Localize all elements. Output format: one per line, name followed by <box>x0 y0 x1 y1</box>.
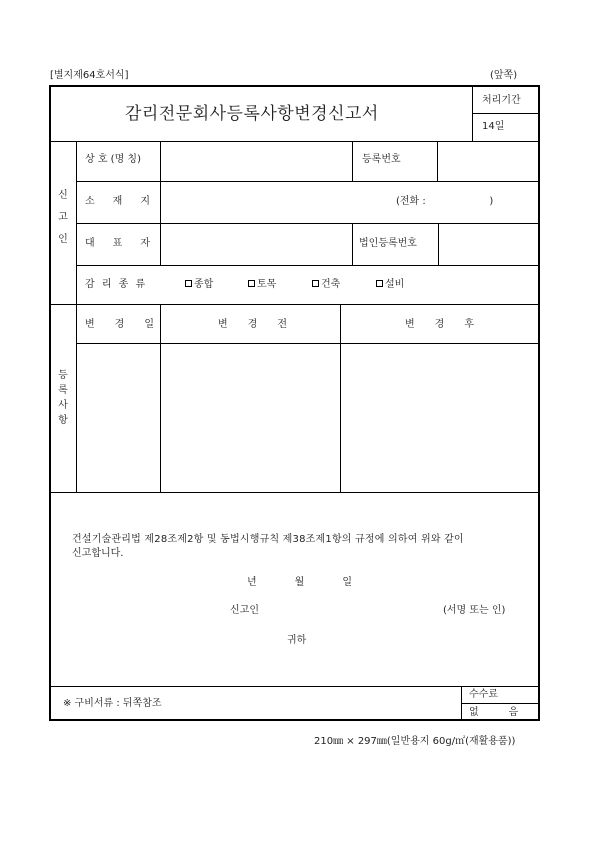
before-header: 변 경 전 <box>218 319 292 330</box>
corp-reg-no-divider <box>352 223 353 265</box>
trade-name-field[interactable] <box>161 142 351 180</box>
before-field[interactable] <box>161 344 340 491</box>
processing-row-divider <box>472 113 539 114</box>
option-label: 설비 <box>385 279 405 290</box>
fee-label: 수수료 <box>469 689 498 700</box>
checkbox-icon[interactable] <box>312 280 319 287</box>
footer-rule <box>50 686 539 687</box>
option-general[interactable] <box>185 280 213 290</box>
row-rule <box>76 265 539 266</box>
processing-value: 14일 <box>482 121 505 132</box>
reg-no-label: 등록번호 <box>362 154 401 165</box>
representative-field[interactable] <box>161 224 351 264</box>
processing-label: 처리기간 <box>482 95 521 106</box>
reporter-section-label <box>56 185 70 251</box>
declaration-date: 년 월 일 <box>247 577 358 588</box>
fee-row-rule <box>461 703 539 704</box>
trade-name-label: 상 호 (명 칭) <box>85 154 141 165</box>
section-rule <box>50 492 539 493</box>
reg-no-divider <box>352 141 353 181</box>
fee-value: 없 음 <box>469 707 519 718</box>
corp-reg-no-field[interactable] <box>439 224 538 264</box>
option-label: 종합 <box>194 279 214 290</box>
supervision-type-label: 감 리 종 류 <box>85 279 148 290</box>
declaration-line-2: 신고합니다. <box>72 548 124 559</box>
checkbox-icon[interactable] <box>248 280 255 287</box>
registration-section-char: 록 <box>58 385 68 396</box>
paper-spec: 210㎜ × 297㎜(일반용지 60g/㎡(재활용품)) <box>314 736 516 747</box>
reporter-section-char: 신 <box>58 190 68 201</box>
corp-reg-no-label: 법인등록번호 <box>359 238 417 249</box>
row-rule <box>50 304 539 305</box>
registration-section-char: 등 <box>58 370 68 381</box>
after-field[interactable] <box>341 344 538 491</box>
addressee-label: 귀하 <box>287 635 307 646</box>
registration-section-char: 사 <box>58 400 68 411</box>
reporter-section-char: 고 <box>58 212 68 223</box>
attachments-note: ※ 구비서류 : 뒤쪽참조 <box>63 698 162 709</box>
option-label: 건축 <box>321 279 341 290</box>
registration-section-char: 항 <box>58 415 68 426</box>
location-label: 소 재 지 <box>85 196 154 207</box>
page-side-label: (앞쪽) <box>490 70 518 81</box>
after-header: 변 경 후 <box>405 319 479 330</box>
option-facility[interactable] <box>376 280 404 290</box>
option-civil[interactable] <box>248 280 276 290</box>
form-number: [별지제64호서식] <box>50 70 129 81</box>
checkbox-icon[interactable] <box>376 280 383 287</box>
phone-label: (전화 : ) <box>396 196 494 207</box>
option-label: 토목 <box>257 279 277 290</box>
page-title: 감리전문회사등록사항변경신고서 <box>125 104 379 124</box>
option-architecture[interactable] <box>312 280 340 290</box>
checkbox-icon[interactable] <box>185 280 192 287</box>
declaration-line-1: 건설기술관리법 제28조제2항 및 동법시행규칙 제38조제1항의 규정에 의하여 위와 같이 <box>72 534 464 545</box>
change-date-field[interactable] <box>77 344 160 491</box>
reporter-section-char: 인 <box>58 234 68 245</box>
reporter-signature-label: 신고인 <box>230 605 259 616</box>
registration-section-label <box>56 368 70 428</box>
sign-label: (서명 또는 인) <box>443 605 506 616</box>
change-date-header: 변 경 일 <box>85 319 159 330</box>
reg-no-field[interactable] <box>438 142 538 180</box>
representative-label: 대 표 자 <box>85 238 154 249</box>
